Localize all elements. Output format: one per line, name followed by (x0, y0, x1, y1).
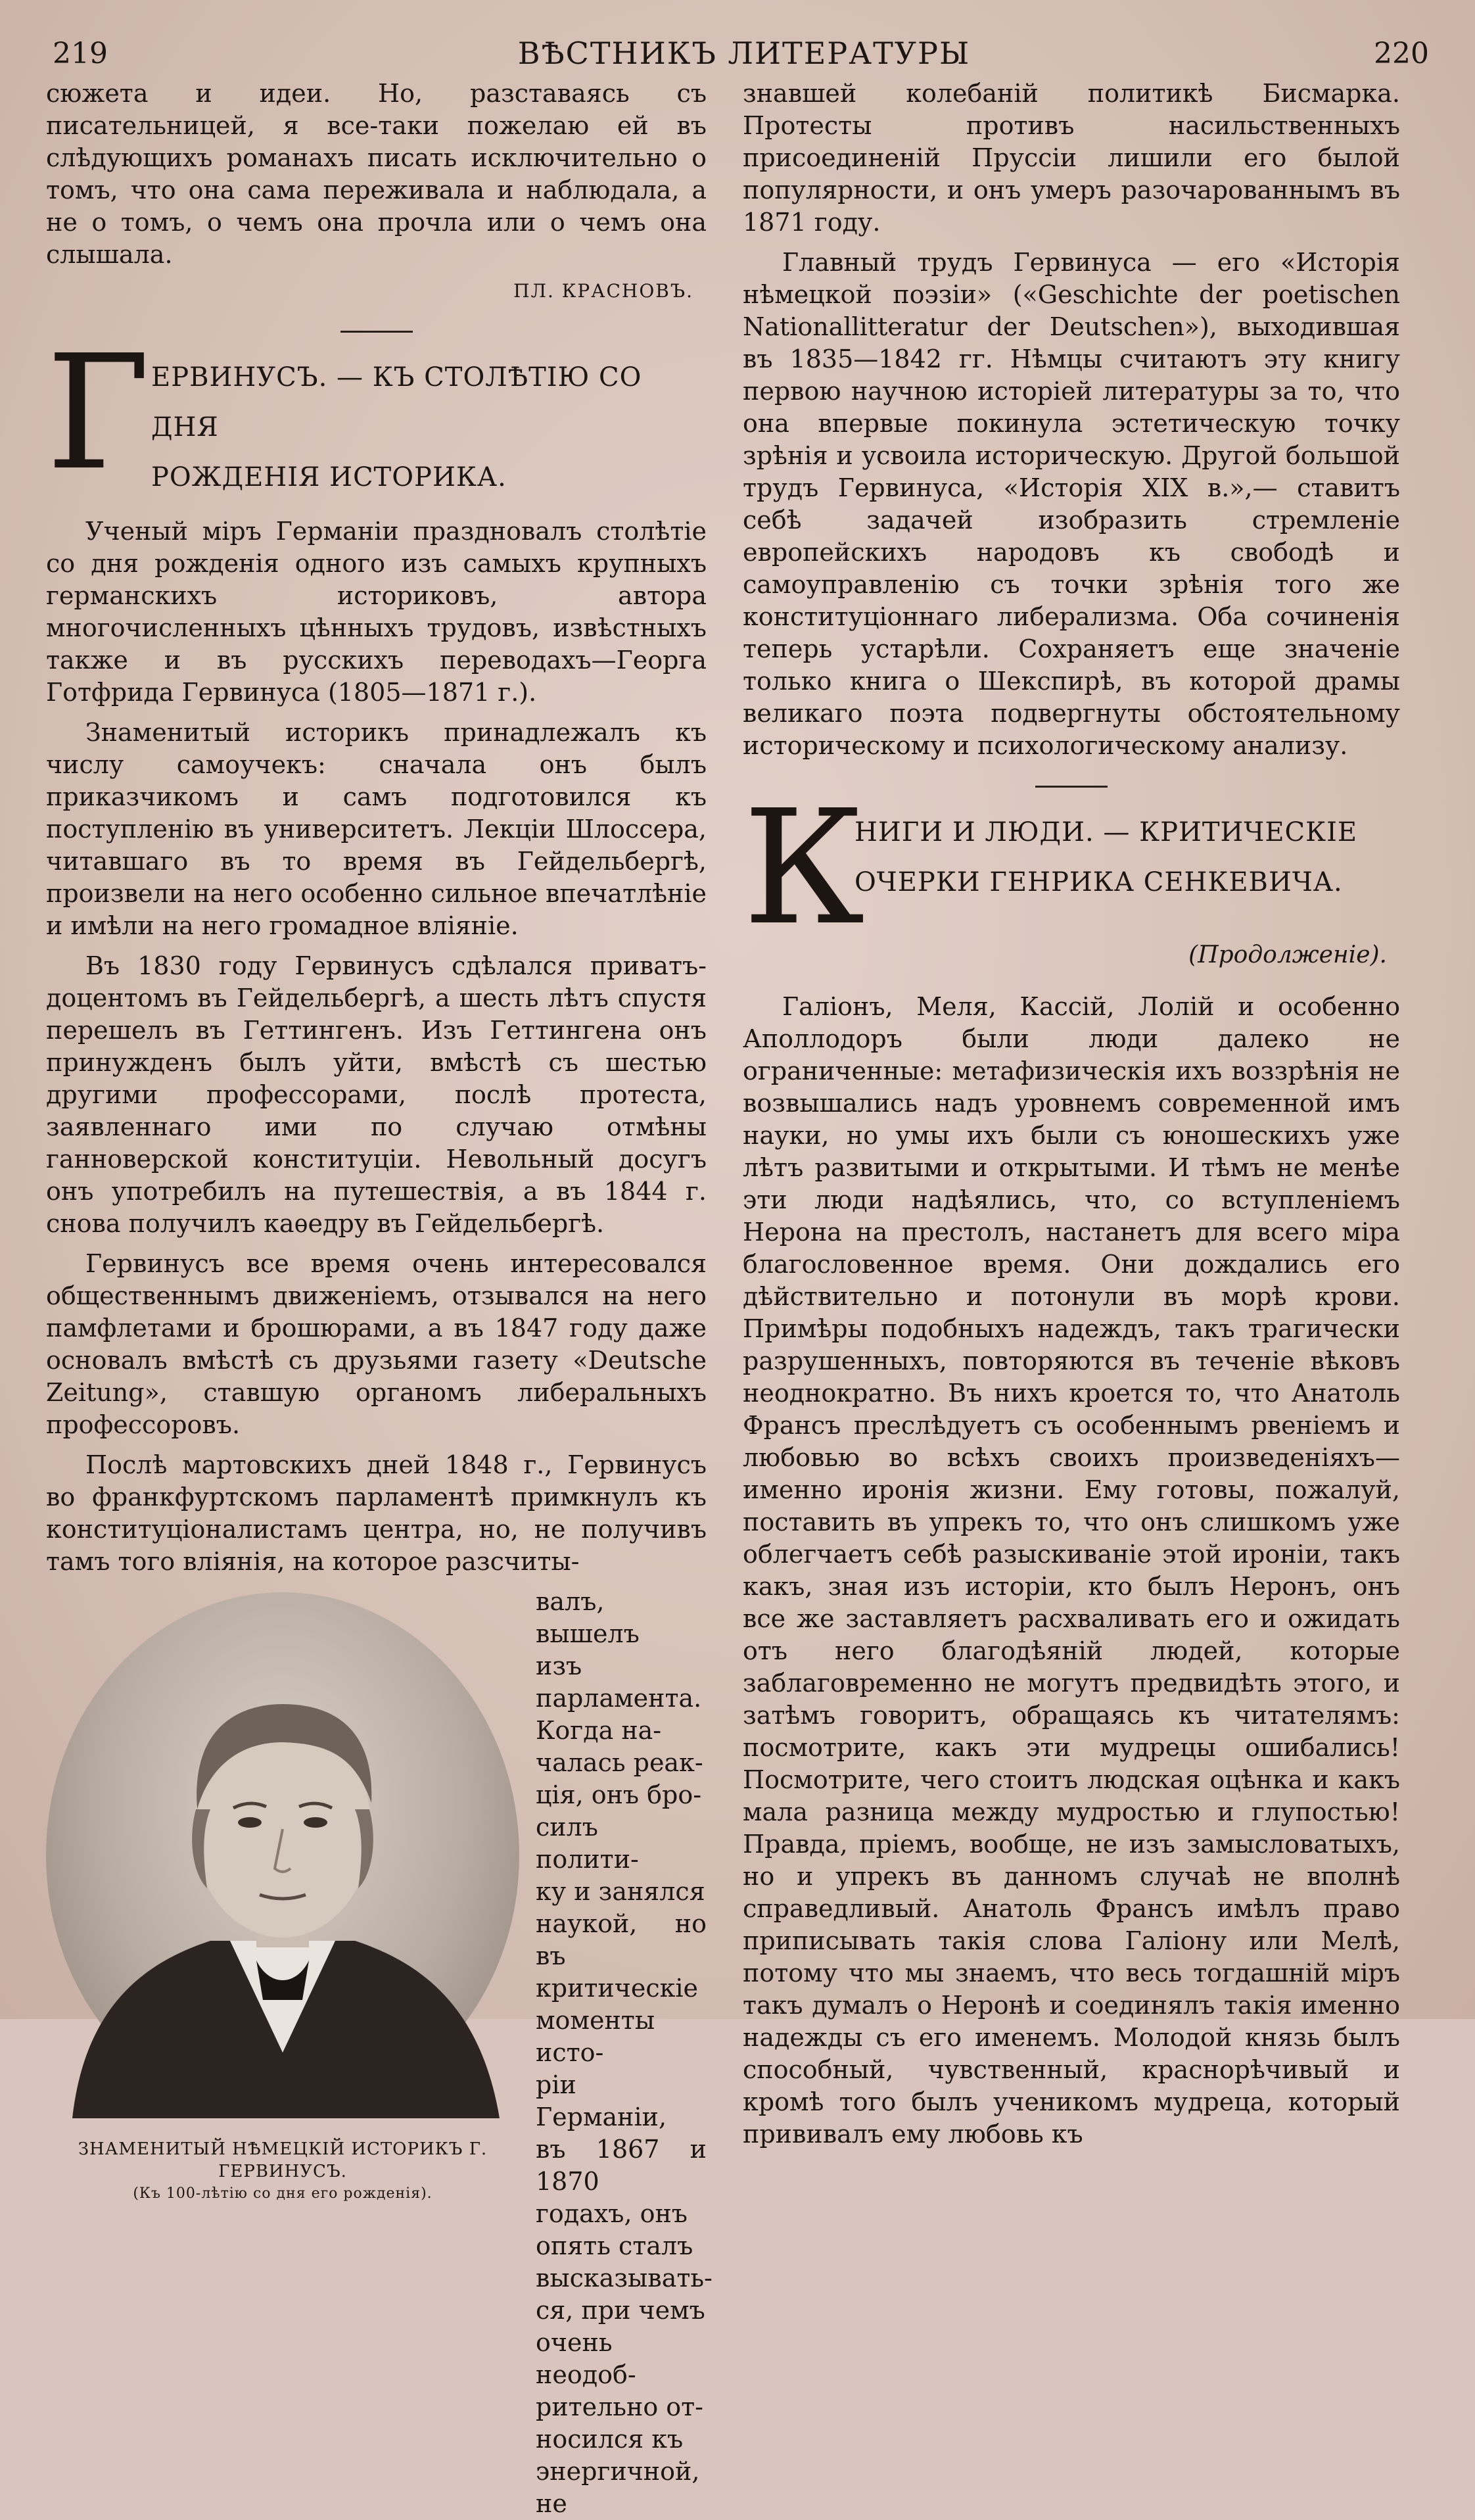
narrow-line: критическіе (536, 1974, 699, 2003)
portrait-caption (46, 2138, 519, 2205)
continued-note: (Продолженіе). (1188, 941, 1387, 968)
narrow-line: ріи Германіи, (536, 2070, 667, 2131)
narrow-line: очень неодоб- (536, 2328, 636, 2389)
paragraph: знавшей колебаній политикѣ Бисмарка. Протесты противъ насильственныхъ присоединеній Пруссіи лишили его былой популярности, и онъ умеръ разочарованнымъ въ 1871 году. (743, 79, 1400, 237)
narrow-line: ку и занялся (536, 1877, 705, 1906)
narrow-line: энергичной, не (536, 2457, 700, 2518)
title-line-2: РОЖДЕНІЯ ИСТОРИКА. (151, 462, 507, 492)
narrow-text-beside-portrait (536, 1586, 713, 2520)
narrow-line: моменты исто- (536, 2006, 655, 2067)
left-column (46, 78, 713, 2518)
narrow-line: носился къ (536, 2425, 684, 2454)
narrow-line: ся, при чемъ (536, 2296, 705, 2325)
narrow-line: въ 1867 и 1870 (536, 2135, 707, 2196)
section-divider (340, 331, 413, 333)
caption-sub: (Къ 100-лѣтію со дня его рожденія). (133, 2185, 433, 2202)
signature: ПЛ. КРАСНОВЪ. (513, 280, 693, 302)
portrait-illustration (46, 1592, 519, 2118)
running-title: ВѢСТНИКЪ ЛИТЕРАТУРЫ (517, 36, 971, 71)
narrow-line: высказывать- (536, 2264, 713, 2293)
narrow-line: Когда на- (536, 1716, 662, 1745)
right-page-number: 220 (1374, 37, 1429, 70)
narrow-line: валъ, вышелъ (536, 1587, 640, 1648)
left-page-number: 219 (53, 37, 108, 70)
paragraph: Знаменитый историкъ принадлежалъ къ числу самоучекъ: сначала онъ былъ приказчикомъ и самъ подготовился къ поступленію въ университетъ. Лекціи Шлоссера, читавшаго въ то время въ Гейдельбергѣ, произвели на него особенно сильное впечатлѣніе и имѣли на него громадное вліяніе. (46, 718, 707, 940)
paragraph: Гервинусъ все время очень интересовался общественнымъ движеніемъ, отзывался на него памфлетами и брошюрами, а въ 1847 году даже основалъ вмѣстѣ съ друзьями газету «Deutsche Zeitung», ставшую органомъ либеральныхъ профессоровъ. (46, 1249, 707, 1439)
narrow-line: чалась реак- (536, 1748, 703, 1777)
right-column (743, 78, 1400, 2149)
narrow-line: годахъ, онъ (536, 2199, 688, 2228)
caption-main: ЗНАМЕНИТЫЙ НѢМЕЦКІЙ ИСТОРИКЪ Г. ГЕРВИНУСЪ. (78, 2139, 488, 2181)
paragraph: Галіонъ, Меля, Кассій, Лолій и особенно Аполлодоръ были люди далеко не ограниченные: метафизическія ихъ воззрѣнія не возвышались надъ уровнемъ современной имъ науки, но умы ихъ были съ юношескихъ уже лѣтъ развитыми и открытыми. И тѣмъ не менѣе эти люди надѣялись, что, со вступленіемъ Нерона на престолъ, настанетъ для всего міра благословенное время. Они дождались его дѣйствительно и потонули въ морѣ крови. Примѣры подобныхъ надеждъ, такъ трагически разрушенныхъ, повторяются въ теченіе вѣковъ неоднократно. Въ нихъ кроется то, что Анатоль Франсъ преслѣдуетъ съ особеннымъ рвеніемъ и любовью во всѣхъ своихъ произведеніяхъ— именно иронія жизни. Ему готовы, пожалуй, поставить въ упрекъ то, что онъ слишкомъ уже облегчаетъ себѣ разыскиваніе этой ироніи, такъ какъ, зная изъ исторіи, кто былъ Неронъ, онъ все же заставляетъ расхваливать его и ожидать отъ него благодѣяній людей, которые заблаговременно не могутъ предвидѣть этого, и затѣмъ говоритъ, обращаясь къ читателямъ: посмотрите, какъ эти мудрецы ошибались! Посмотрите, чего стоитъ людская оцѣнка и какъ мала разница между мудростью и глупостью! Правда, пріемъ, вообще, не изъ замысловатыхъ, но и упрекъ въ данномъ случаѣ не вполнѣ справедливый. Анатоль Франсъ имѣлъ право приписывать такія слова Галіону или Мелѣ, потому что мы знаемъ, что весь тогдашній міръ такъ думалъ о Неронѣ и соединялъ такія именно надежды съ его именемъ. Молодой князь былъ способный, чувственный, краснорѣчивый и кромѣ того былъ ученикомъ мудреца, который прививалъ ему любовь къ (743, 992, 1400, 2149)
portrait-block (46, 1586, 713, 2518)
portrait-image (46, 1592, 519, 2118)
dropcap: К (743, 776, 865, 960)
narrow-line: силъ полити- (536, 1813, 639, 1874)
paragraph: Послѣ мартовскихъ дней 1848 г., Гервинусъ во франкфуртскомъ парламентѣ примкнулъ къ конституціоналистамъ центра, но, не получивъ тамъ того вліянія, на которое разсчиты- (46, 1450, 707, 1576)
narrow-line: рительно от- (536, 2392, 704, 2421)
paragraph: Главный трудъ Гервинуса — его «Исторія нѣмецкой поэзіи» («Geschichte der poetischen Nationallitteratur der Deutschen»), выходившая въ 1835—1842 гг. Нѣмцы считаютъ эту книгу первою научною исторіей литературы за то, что она впервые покинула эстетическую точку зрѣнія и усвоила историческую. Другой большой трудъ Гервинуса, «Исторія XIX в.»,— ставитъ себѣ задачей изобразить стремленіе европейскихъ народовъ къ свободѣ и самоуправленію съ точки зрѣнія того же конституціоннаго либерализма. Оба сочиненія теперь устарѣли. Сохраняетъ еще значеніе только книга о Шекспирѣ, въ которой драмы великаго поэта подвергнуты обстоятельному историческому и психологическому анализу. (743, 248, 1400, 760)
narrow-line: ція, онъ бро- (536, 1780, 702, 1809)
narrow-line: изъ парламента. (536, 1652, 702, 1713)
narrow-line: опять сталъ (536, 2231, 693, 2260)
intro-paragraph: сюжета и идеи. Но, разставаясь съ писательницей, я все-таки пожелаю ей въ слѣдующихъ романахъ писать исключительно о томъ, что она сама переживала и наблюдала, а не о томъ, о чемъ она прочла или о чемъ она слышала. (46, 79, 707, 269)
narrow-line: наукой, но въ (536, 1909, 707, 1970)
paragraph: Въ 1830 году Гервинусъ сдѣлался приватъ-доцентомъ въ Гейдельбергѣ, а шесть лѣтъ спустя перешелъ въ Геттингенъ. Изъ Геттингена онъ принужденъ былъ уйти, вмѣстѣ съ шестью другими профессорами, послѣ протеста, заявленнаго ими по случаю отмѣны ганноверской конституціи. Невольный досугъ онъ употребилъ на путешествія, а въ 1844 г. снова получилъ каѳедру въ Гейдельбергѣ. (46, 951, 707, 1238)
title-line-1: НИГИ И ЛЮДИ. — КРИТИЧЕСКІЕ (855, 817, 1358, 847)
paragraph: Ученый міръ Германіи праздновалъ столѣтіе со дня рожденія одного изъ самыхъ крупныхъ германскихъ историковъ, автора многочисленныхъ цѣнныхъ трудовъ, извѣстныхъ также и въ русскихъ переводахъ—Георга Готфрида Гервинуса (1805—1871 г.). (46, 517, 707, 707)
article-heading-gervinus (46, 321, 707, 505)
dropcap: Г (46, 321, 151, 505)
section-divider (1035, 786, 1108, 788)
title-line-2: ОЧЕРКИ ГЕНРИКА СЕНКЕВИЧА. (855, 867, 1343, 897)
title-line-1: ЕРВИНУСЪ. — КЪ СТОЛѢТІЮ СО ДНЯ (151, 362, 642, 442)
page-header (53, 32, 1436, 78)
